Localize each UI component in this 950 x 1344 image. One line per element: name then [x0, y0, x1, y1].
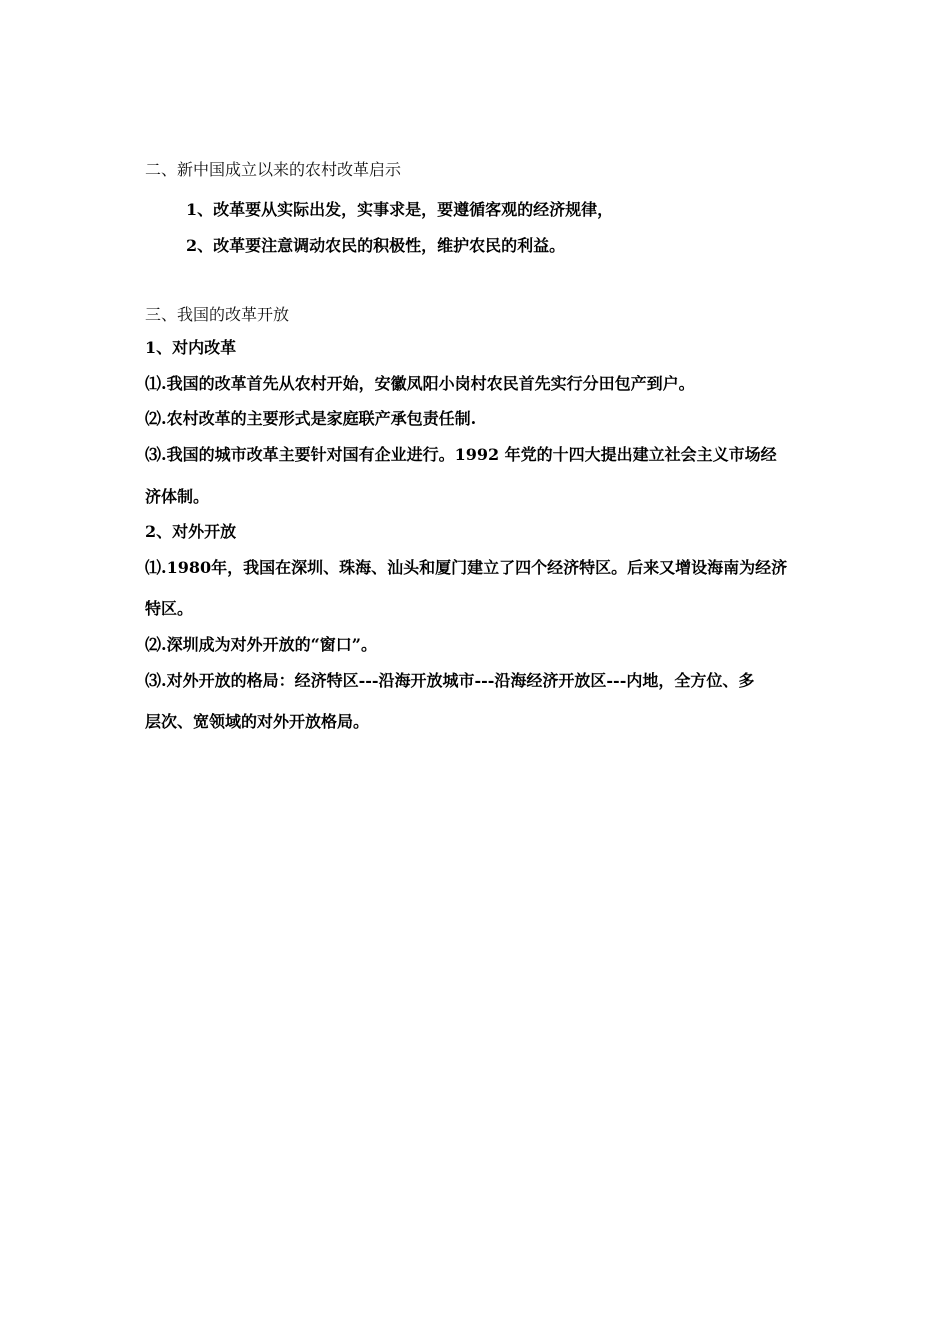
domestic-reform-item-3: ⑶.我国的城市改革主要针对国有企业进行。1992 年党的十四大提出建立社会主义市场经 [145, 445, 777, 464]
opening-up-item-1: ⑴.1980年，我国在深圳、珠海、汕头和厦门建立了四个经济特区。后来又增设海南为经济 [145, 558, 788, 577]
domestic-reform-item-1: ⑴.我国的改革首先从农村开始，安徽凤阳小岗村农民首先实行分田包产到户。 [145, 374, 695, 393]
opening-up-item-3-cont: 层次、宽领域的对外开放格局。 [145, 712, 370, 731]
section-2-point-1: 1、改革要从实际出发，实事求是，要遵循客观的经济规律， [186, 200, 614, 219]
domestic-reform-item-2: ⑵.农村改革的主要形式是家庭联产承包责任制. [145, 409, 477, 428]
section-2-point-2: 2、改革要注意调动农民的积极性，维护农民的利益。 [186, 236, 566, 255]
domestic-reform-title: 1、对内改革 [145, 338, 237, 357]
opening-up-title: 2、对外开放 [145, 522, 237, 541]
section-3-heading: 三、我国的改革开放 [145, 305, 290, 324]
opening-up-item-2: ⑵.深圳成为对外开放的“窗口”。 [145, 635, 377, 654]
domestic-reform-item-3-cont: 济体制。 [145, 487, 210, 506]
opening-up-item-1-cont: 特区。 [145, 599, 194, 618]
opening-up-item-3: ⑶.对外开放的格局：经济特区---沿海开放城市---沿海经济开放区---内地，全方位、多 [145, 671, 755, 690]
section-2-heading: 二、新中国成立以来的农村改革启示 [145, 160, 402, 179]
